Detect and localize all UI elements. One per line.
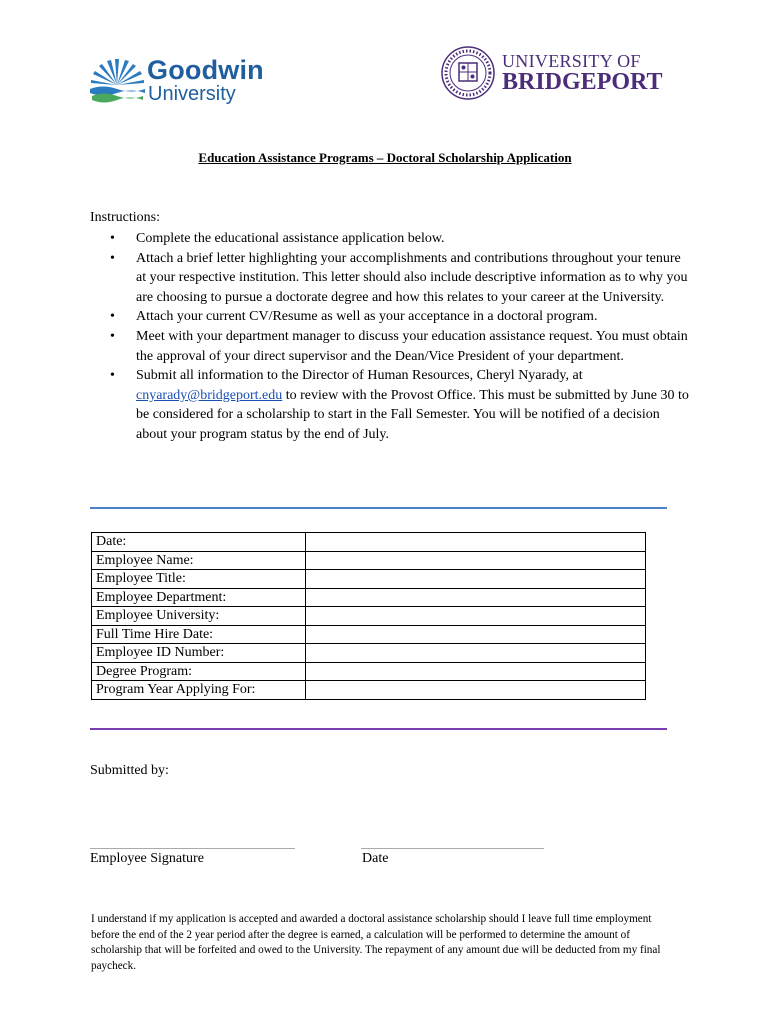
field-value-input[interactable] [306,644,646,663]
instruction-text: Complete the educational assistance application below. [136,231,445,246]
employee-signature-label: Employee Signature [90,851,204,866]
table-row [92,607,646,626]
date-label: Date [362,851,389,866]
instruction-text: Meet with your department manager to discuss your education assistance request. You must obtain the approval of your direct supervisor and the Dean/Vice President of your department. [136,328,688,364]
submitted-by-label: Submitted by: [90,763,169,778]
field-value-input[interactable] [306,588,646,607]
field-label: Employee ID Number: [92,644,306,663]
bullet-icon: • [110,309,115,325]
list-item [91,249,691,308]
bullet-icon: • [110,250,115,266]
document-title: Education Assistance Programs – Doctoral Scholarship Application [198,150,572,165]
hr-email-link[interactable]: cnyarady@bridgeport.edu [136,387,283,403]
instruction-text: Attach your current CV/Resume as well as your acceptance in a doctoral program. [136,309,598,325]
instructions-label: Instructions: [90,210,160,225]
field-value-input[interactable] [306,570,646,589]
table-row [92,662,646,681]
list-item [91,307,691,327]
field-value-input[interactable] [306,625,646,644]
table-row [92,681,646,700]
goodwin-sunrise-icon [88,55,148,110]
instruction-text: to review with the Provost Office. This must be submitted by June 30 to be considered for a scholarship to start in the Fall Semester. You will be notified of a decision about your program status by the end of July. [136,387,689,442]
bridgeport-seal-icon [440,45,496,101]
field-label: Degree Program: [92,662,306,681]
goodwin-subname: University [148,83,236,105]
divider-blue [90,507,667,509]
bridgeport-name-line1: UNIVERSITY OF [502,51,641,71]
instruction-text: Submit all information to the Director of Human Resources, Cheryl Nyarady, at [136,368,583,384]
list-item [91,229,691,249]
bullet-icon: • [110,328,115,344]
field-value-input[interactable] [306,662,646,681]
instructions-list [91,229,691,445]
table-row [92,588,646,607]
list-item [91,327,691,366]
field-label: Program Year Applying For: [92,681,306,700]
bullet-icon: • [110,368,115,384]
field-label: Employee Title: [92,570,306,589]
goodwin-university-logo [88,55,278,110]
table-row [92,625,646,644]
table-row [92,533,646,552]
field-value-input[interactable] [306,533,646,552]
bridgeport-name-line2: BRIDGEPORT [502,69,663,95]
instruction-text: Attach a brief letter highlighting your accomplishments and contributions throughout your tenure at your respective institution. This letter should also include descriptive information as to why you are choosing to pursue a doctorate degree and how this relates to your career at the University. [136,250,688,305]
bullet-icon: • [110,231,115,246]
date-line[interactable] [361,848,544,849]
goodwin-name: Goodwin [147,55,264,85]
table-row [92,570,646,589]
disclaimer-text: I understand if my application is accepted and awarded a doctoral assistance scholarship should I leave full time employment before the end of the 2 year period after the degree is earned, a calculation will be performed to determine the amount of scholarship that will be forfeited and owed to the University. The repayment of any amount due will be deducted from my final paycheck. [91,913,661,972]
field-value-input[interactable] [306,681,646,700]
table-row [92,644,646,663]
university-of-bridgeport-logo [440,45,670,100]
table-row [92,551,646,570]
application-form-table [91,532,646,700]
signature-line[interactable] [90,848,295,849]
divider-purple [90,728,667,730]
field-label: Employee Name: [92,551,306,570]
field-label: Date: [92,533,306,552]
field-label: Full Time Hire Date: [92,625,306,644]
field-label: Employee Department: [92,588,306,607]
field-label: Employee University: [92,607,306,626]
field-value-input[interactable] [306,551,646,570]
list-item [91,366,691,444]
field-value-input[interactable] [306,607,646,626]
